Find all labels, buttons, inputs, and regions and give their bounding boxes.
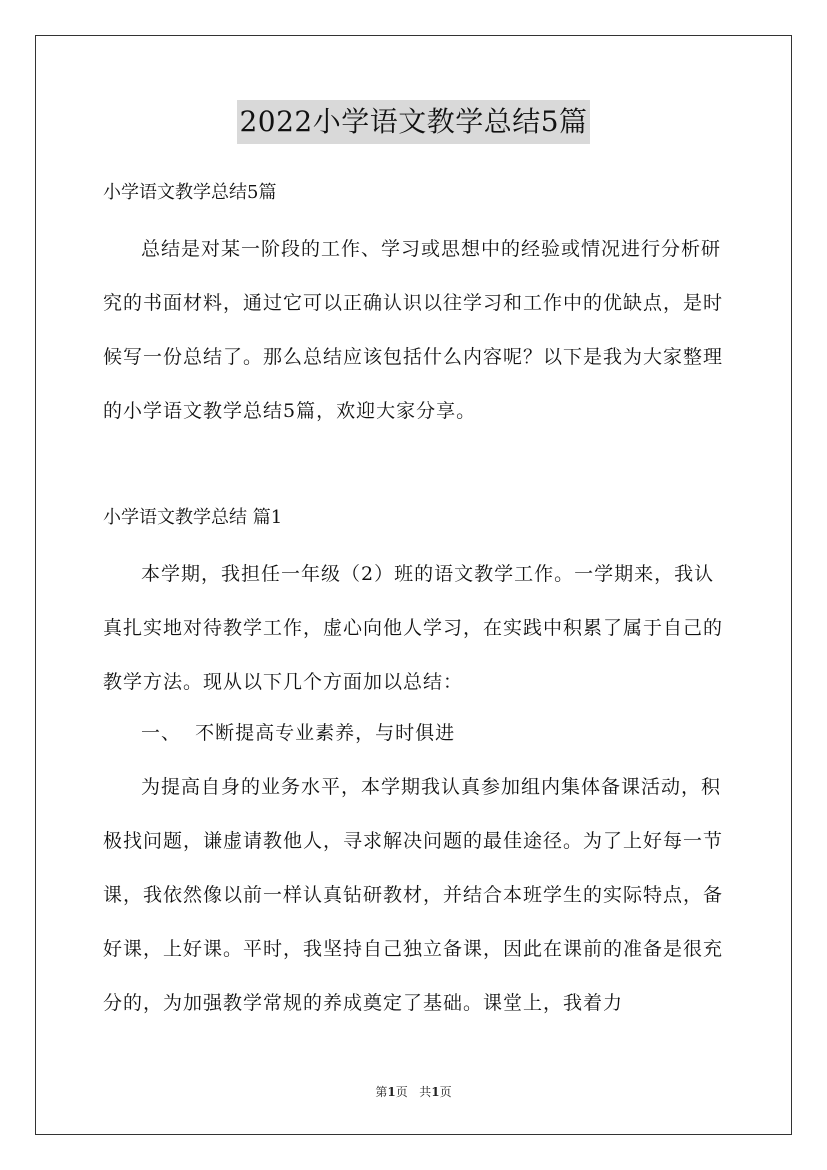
point-heading: 一、 不断提高专业素养，与时俱进 xyxy=(141,722,456,744)
total-label-suffix: 页 xyxy=(439,1085,452,1099)
document-title: 2022小学语文教学总结5篇 xyxy=(237,100,589,144)
title-wrap xyxy=(0,100,827,144)
document-subtitle: 小学语文教学总结5篇 xyxy=(103,182,277,203)
total-pages: 1 xyxy=(431,1085,440,1099)
section-paragraph-1: 本学期，我担任一年级（2）班的语文教学工作。一学期来，我认真扎实地对待教学工作，虚心向他人学习，在实践中积累了属于自己的教学方法。现从以下几个方面加以总结： xyxy=(103,563,724,693)
page-number: 1 xyxy=(387,1085,396,1099)
intro-paragraph: 总结是对某一阶段的工作、学习或思想中的经验或情况进行分析研究的书面材料，通过它可以正确认识以往学习和工作中的优缺点，是时候写一份总结了。那么总结应该包括什么内容呢？以下是我为大家整理的小学语文教学总结5篇，欢迎大家分享。 xyxy=(103,238,724,422)
page-footer xyxy=(0,1083,827,1100)
section-heading: 小学语文教学总结 篇1 xyxy=(103,507,283,528)
page-label-prefix: 第 xyxy=(375,1085,388,1099)
point-paragraph: 为提高自身的业务水平，本学期我认真参加组内集体备课活动，积极找问题，谦虚请教他人，寻求解决问题的最佳途径。为了上好每一节课，我依然像以前一样认真钻研教材，并结合本班学生的实际特点，备好课，上好课。平时，我坚持自己独立备课，因此在课前的准备是很充分的，为加强教学常规的养成奠定了基础。课堂上，我着力 xyxy=(103,776,724,1014)
total-label-prefix: 共 xyxy=(419,1085,432,1099)
page-label-suffix: 页 xyxy=(395,1085,408,1099)
